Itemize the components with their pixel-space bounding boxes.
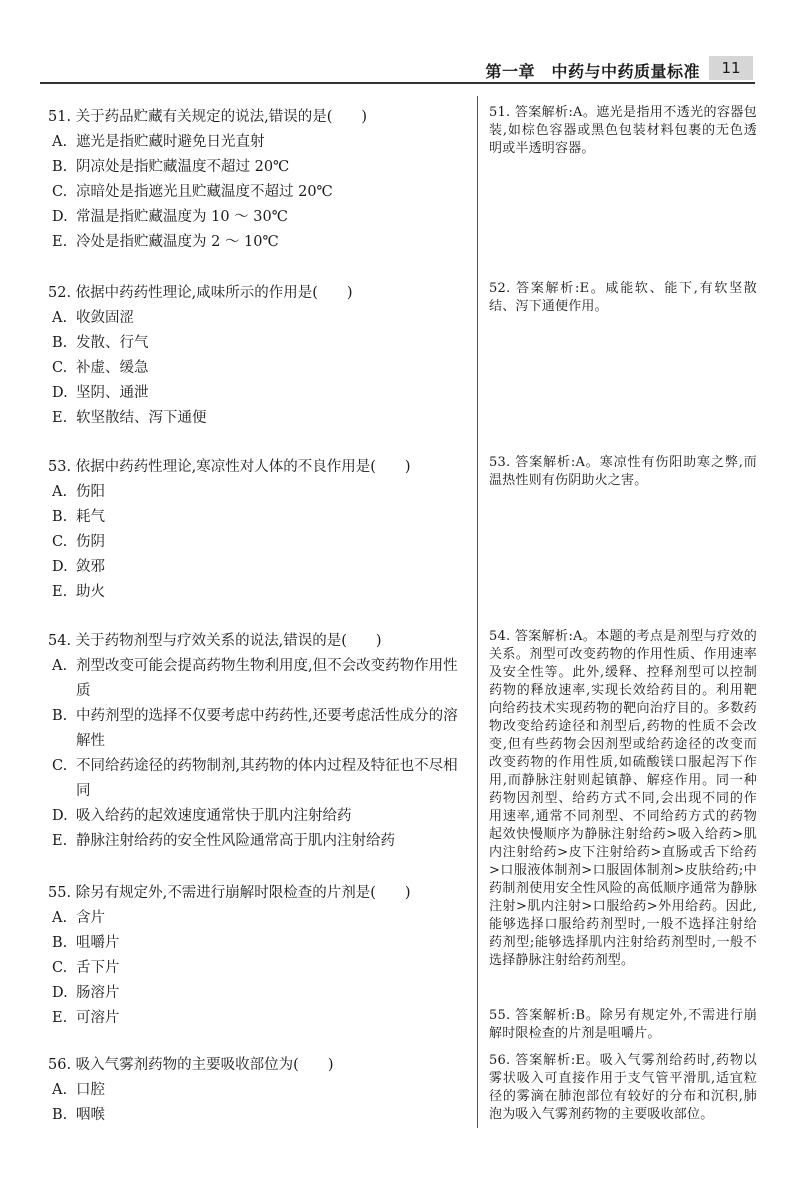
option-text: 吸入给药的起效速度通常快于肌内注射给药 xyxy=(76,808,352,824)
option-text: 口腔 xyxy=(76,1082,105,1098)
option-text: 常温是指贮藏温度为 10 ～ 30℃ xyxy=(76,209,288,225)
option-letter: C. xyxy=(52,360,68,376)
page-header xyxy=(0,54,800,84)
answer-option xyxy=(48,981,468,1006)
option-letter: E. xyxy=(52,234,68,250)
option-text: 收敛固涩 xyxy=(76,310,134,326)
option-letter: B. xyxy=(52,935,68,951)
option-text: 发散、行气 xyxy=(76,335,149,351)
answer-explanation: 56. 答案解析:E。吸入气雾剂给药时,药物以雾状吸入可直接作用于支气管平滑肌,适宜粒径的雾滴在肺泡部位有较好的分布和沉积,肺泡为吸入气雾剂药物的主要吸收部位。 xyxy=(489,1053,757,1122)
answer-option xyxy=(48,754,468,804)
option-letter: D. xyxy=(52,808,68,824)
option-letter: A. xyxy=(52,658,68,674)
option-text: 软坚散结、泻下通便 xyxy=(76,410,207,426)
question-block xyxy=(48,104,468,255)
option-text: 凉暗处是指遮光且贮藏温度不超过 20℃ xyxy=(76,184,333,200)
option-text: 补虚、缓急 xyxy=(76,360,149,376)
answer-option xyxy=(48,704,468,754)
answer-explanation: 55. 答案解析:B。除另有规定外,不需进行崩解时限检查的片剂是咀嚼片。 xyxy=(489,1008,757,1041)
option-letter: C. xyxy=(52,534,68,550)
option-text: 冷处是指贮藏温度为 2 ～ 10℃ xyxy=(76,234,279,250)
option-text: 剂型改变可能会提高药物生物利用度,但不会改变药物作用性质 xyxy=(76,658,458,699)
question-stem: 54. 关于药物剂型与疗效关系的说法,错误的是( ) xyxy=(48,633,382,649)
answer-option xyxy=(48,205,468,230)
option-letter: A. xyxy=(52,1082,68,1098)
option-text: 坚阴、通泄 xyxy=(76,385,149,401)
option-text: 肠溶片 xyxy=(76,985,120,1001)
option-text: 遮光是指贮藏时避免日光直射 xyxy=(76,134,265,150)
option-text: 静脉注射给药的安全性风险通常高于肌内注射给药 xyxy=(76,833,395,849)
option-letter: D. xyxy=(52,385,68,401)
option-text: 助火 xyxy=(76,584,105,600)
option-letter: D. xyxy=(52,985,68,1001)
answer-option xyxy=(48,804,468,829)
chapter-title: 第一章 中药与中药质量标准 xyxy=(485,62,700,81)
option-text: 伤阳 xyxy=(76,484,105,500)
option-text: 不同给药途径的药物制剂,其药物的体内过程及特征也不尽相同 xyxy=(76,758,458,799)
answer-option xyxy=(48,230,468,255)
question-stem: 55. 除另有规定外,不需进行崩解时限检查的片剂是( ) xyxy=(48,885,411,901)
option-text: 可溶片 xyxy=(76,1010,120,1026)
answer-option xyxy=(48,356,468,381)
question-block xyxy=(48,280,468,431)
option-letter: D. xyxy=(52,559,68,575)
option-letter: A. xyxy=(52,134,68,150)
answer-option xyxy=(48,906,468,931)
answer-explanation: 54. 答案解析:A。本题的考点是剂型与疗效的关系。剂型可改变药物的作用性质、作用速率及安全性等。此外,缓释、控释剂型可以控制药物的释放速率,实现长效给药目的。利用靶向给药技术实现药物的靶向治疗目的。多数药物改变给药途径和剂型后,药物的性质不会改变,但有些药物会因剂型或给药途径的改变而改变药物的作用性质,如硫酸镁口服起泻下作用,而静脉注射则起镇静、解痉作用。同一种药物因剂型、给药方式不同,会出现不同的作用速率,通常不同剂型、不同给药方式的药物起效快慢顺序为静脉注射给药>吸入给药>肌内注射给药>皮下注射给药>直肠或舌下给药>口服液体制剂>口服固体制剂>皮肤给药;中药制剂使用安全性风险的高低顺序通常为静脉注射>肌内注射>口服给药>外用给药。因此,能够选择口服给药剂型时,一般不选择注射给药剂型;能够选择肌内注射给药剂型时,一般不选择静脉注射给药剂型。 xyxy=(489,629,757,968)
answer-explanation: 51. 答案解析:A。遮光是指用不透光的容器包装,如棕色容器或黑色包装材料包裹的无色透明或半透明容器。 xyxy=(489,105,757,156)
answer-option xyxy=(48,555,468,580)
option-text: 中药剂型的选择不仅要考虑中药药性,还要考虑活性成分的溶解性 xyxy=(76,708,458,749)
answer-option xyxy=(48,306,468,331)
answer-explanation: 53. 答案解析:A。寒凉性有伤阳助寒之弊,而温热性则有伤阴助火之害。 xyxy=(489,455,757,488)
column-divider xyxy=(477,96,478,1128)
question-stem: 51. 关于药品贮藏有关规定的说法,错误的是( ) xyxy=(48,109,368,125)
answer-option xyxy=(48,829,468,854)
option-letter: B. xyxy=(52,1107,68,1123)
question-block xyxy=(48,880,468,1031)
option-letter: A. xyxy=(52,910,68,926)
option-letter: B. xyxy=(52,708,68,724)
option-letter: D. xyxy=(52,209,68,225)
option-letter: B. xyxy=(52,335,68,351)
answer-option xyxy=(48,406,468,431)
answer-option xyxy=(48,1006,468,1031)
option-letter: E. xyxy=(52,410,68,426)
option-text: 咽喉 xyxy=(76,1107,105,1123)
answer-option xyxy=(48,931,468,956)
answer-option xyxy=(48,956,468,981)
answer-option xyxy=(48,331,468,356)
answer-option xyxy=(48,130,468,155)
answer-option xyxy=(48,530,468,555)
answer-explanation: 52. 答案解析:E。咸能软、能下,有软坚散结、泻下通便作用。 xyxy=(489,281,757,314)
option-text: 耗气 xyxy=(76,509,105,525)
option-letter: A. xyxy=(52,484,68,500)
question-stem: 52. 依据中药药性理论,咸味所示的作用是( ) xyxy=(48,285,353,301)
answer-option xyxy=(48,654,468,704)
option-letter: A. xyxy=(52,310,68,326)
answer-option xyxy=(48,155,468,180)
answer-option xyxy=(48,505,468,530)
option-letter: C. xyxy=(52,758,68,774)
answer-option xyxy=(48,1103,468,1128)
answer-option xyxy=(48,480,468,505)
option-letter: C. xyxy=(52,960,68,976)
answer-option xyxy=(48,1078,468,1103)
question-stem: 53. 依据中药药性理论,寒凉性对人体的不良作用是( ) xyxy=(48,459,411,475)
option-text: 咀嚼片 xyxy=(76,935,120,951)
question-block xyxy=(48,1052,468,1128)
question-stem: 56. 吸入气雾剂药物的主要吸收部位为( ) xyxy=(48,1057,334,1073)
option-letter: C. xyxy=(52,184,68,200)
option-text: 伤阴 xyxy=(76,534,105,550)
option-letter: E. xyxy=(52,833,68,849)
question-block xyxy=(48,454,468,605)
option-letter: B. xyxy=(52,509,68,525)
answer-option xyxy=(48,381,468,406)
option-text: 敛邪 xyxy=(76,559,105,575)
option-letter: B. xyxy=(52,159,68,175)
page-number: 11 xyxy=(709,56,753,80)
answer-option xyxy=(48,180,468,205)
header-rule xyxy=(40,82,755,84)
option-text: 阴凉处是指贮藏温度不超过 20℃ xyxy=(76,159,290,175)
option-letter: E. xyxy=(52,1010,68,1026)
answer-option xyxy=(48,580,468,605)
option-letter: E. xyxy=(52,584,68,600)
option-text: 含片 xyxy=(76,910,105,926)
option-text: 舌下片 xyxy=(76,960,120,976)
question-block xyxy=(48,628,468,854)
